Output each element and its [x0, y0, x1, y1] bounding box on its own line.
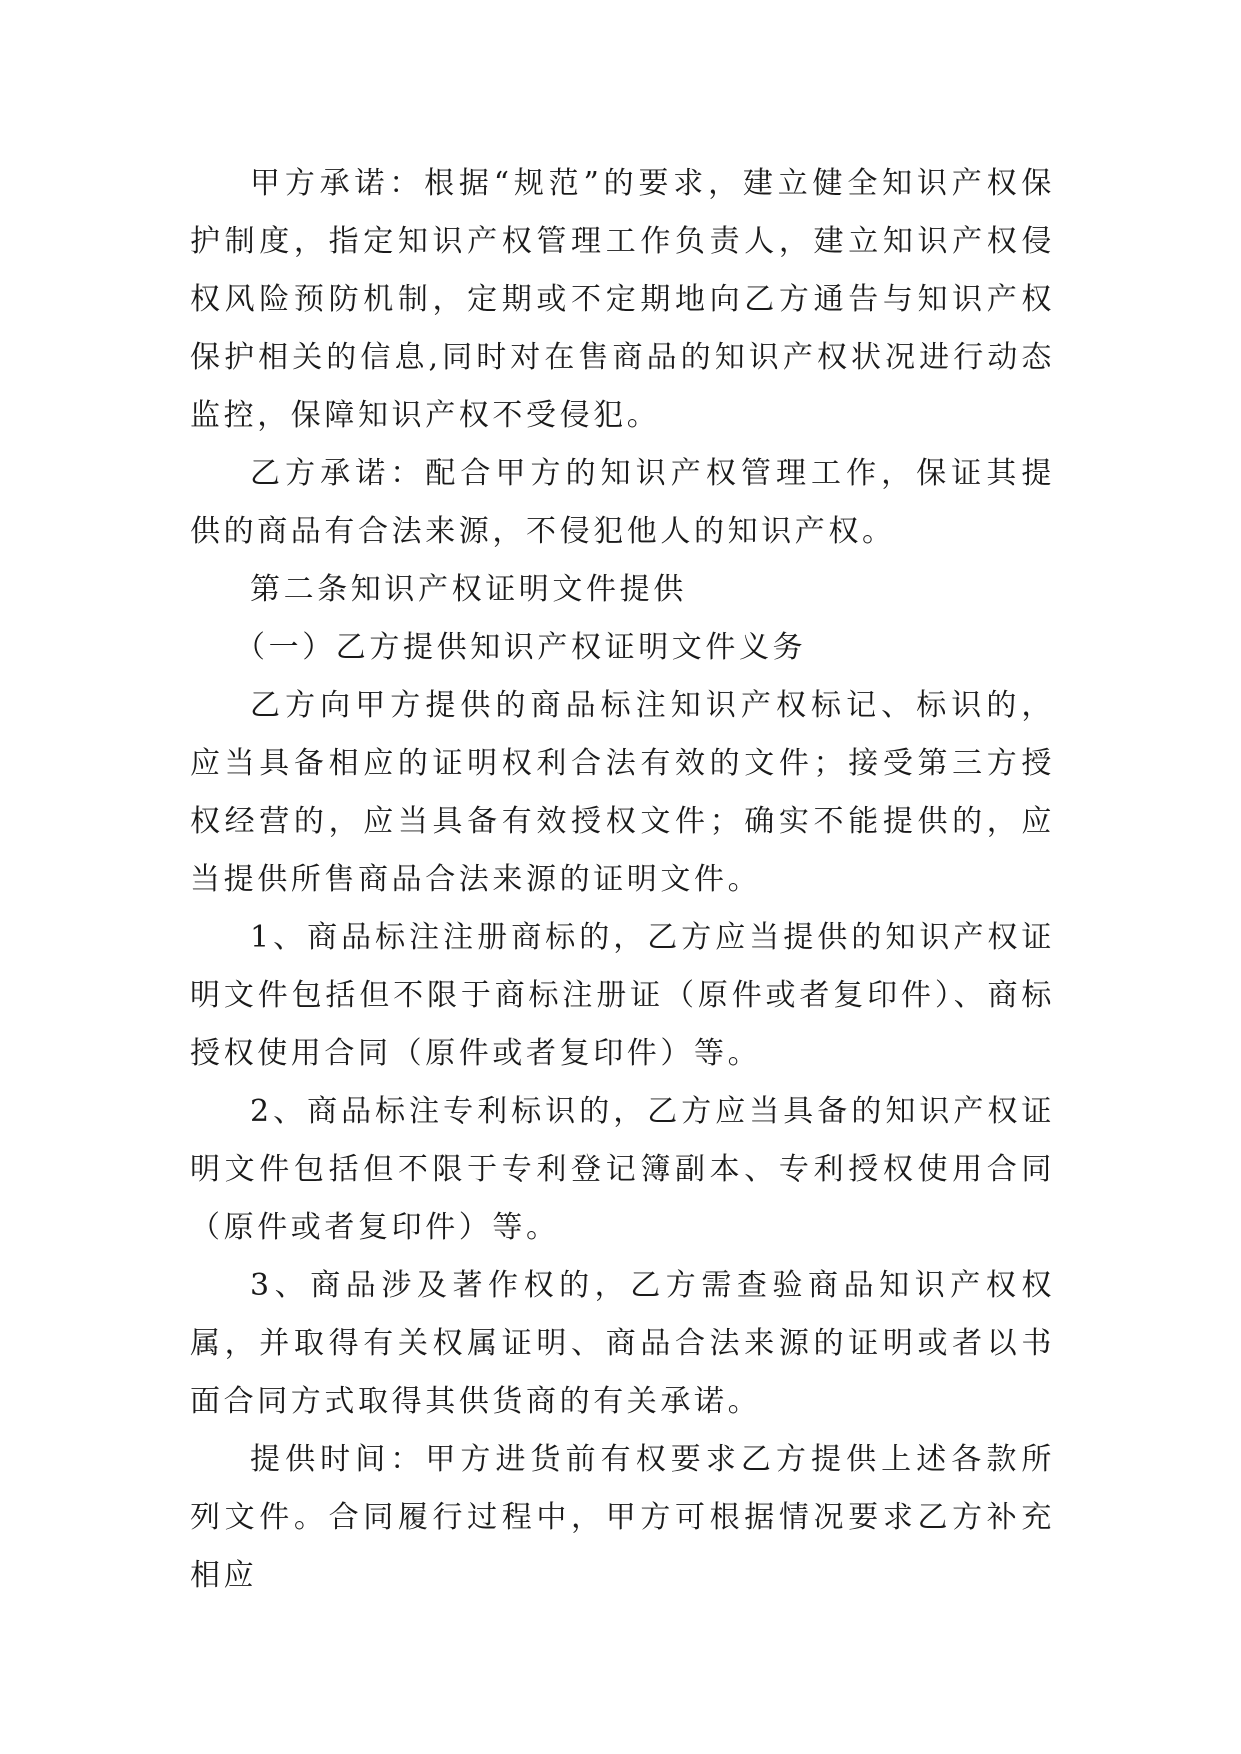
paragraph-item-copyright: 3、商品涉及著作权的，乙方需查验商品知识产权权属，并取得有关权属证明、商品合法来源的证明或者以书面合同方式取得其供货商的有关承诺。 [190, 1268, 1055, 1419]
section-one-heading: （一）乙方提供知识产权证明文件义务 [235, 630, 807, 665]
paragraph-party-b-commitment: 乙方承诺：配合甲方的知识产权管理工作，保证其提供的商品有合法来源，不侵犯他人的知识产权。 [190, 456, 1055, 549]
paragraph-item-patent: 2、商品标注专利标识的，乙方应当具备的知识产权证明文件包括但不限于专利登记簿副本、专利授权使用合同（原件或者复印件）等。 [190, 1094, 1055, 1245]
article-two-heading: 第二条知识产权证明文件提供 [250, 572, 687, 607]
paragraph-provision-time: 提供时间：甲方进货前有权要求乙方提供上述各款所列文件。合同履行过程中，甲方可根据情况要求乙方补充相应 [190, 1442, 1055, 1593]
paragraph-proof-obligation: 乙方向甲方提供的商品标注知识产权标记、标识的，应当具备相应的证明权利合法有效的文件；接受第三方授权经营的，应当具备有效授权文件；确实不能提供的，应当提供所售商品合法来源的证明文件。 [190, 688, 1055, 897]
paragraph-party-a-commitment: 甲方承诺：根据“规范”的要求，建立健全知识产权保护制度，指定知识产权管理工作负责人，建立知识产权侵权风险预防机制，定期或不定期地向乙方通告与知识产权保护相关的信息,同时对在售商品的知识产权状况进行动态监控，保障知识产权不受侵犯。 [190, 166, 1055, 433]
document-body [190, 155, 1055, 1605]
paragraph-item-trademark: 1、商品标注注册商标的，乙方应当提供的知识产权证明文件包括但不限于商标注册证（原件或者复印件）、商标授权使用合同（原件或者复印件）等。 [190, 920, 1055, 1071]
